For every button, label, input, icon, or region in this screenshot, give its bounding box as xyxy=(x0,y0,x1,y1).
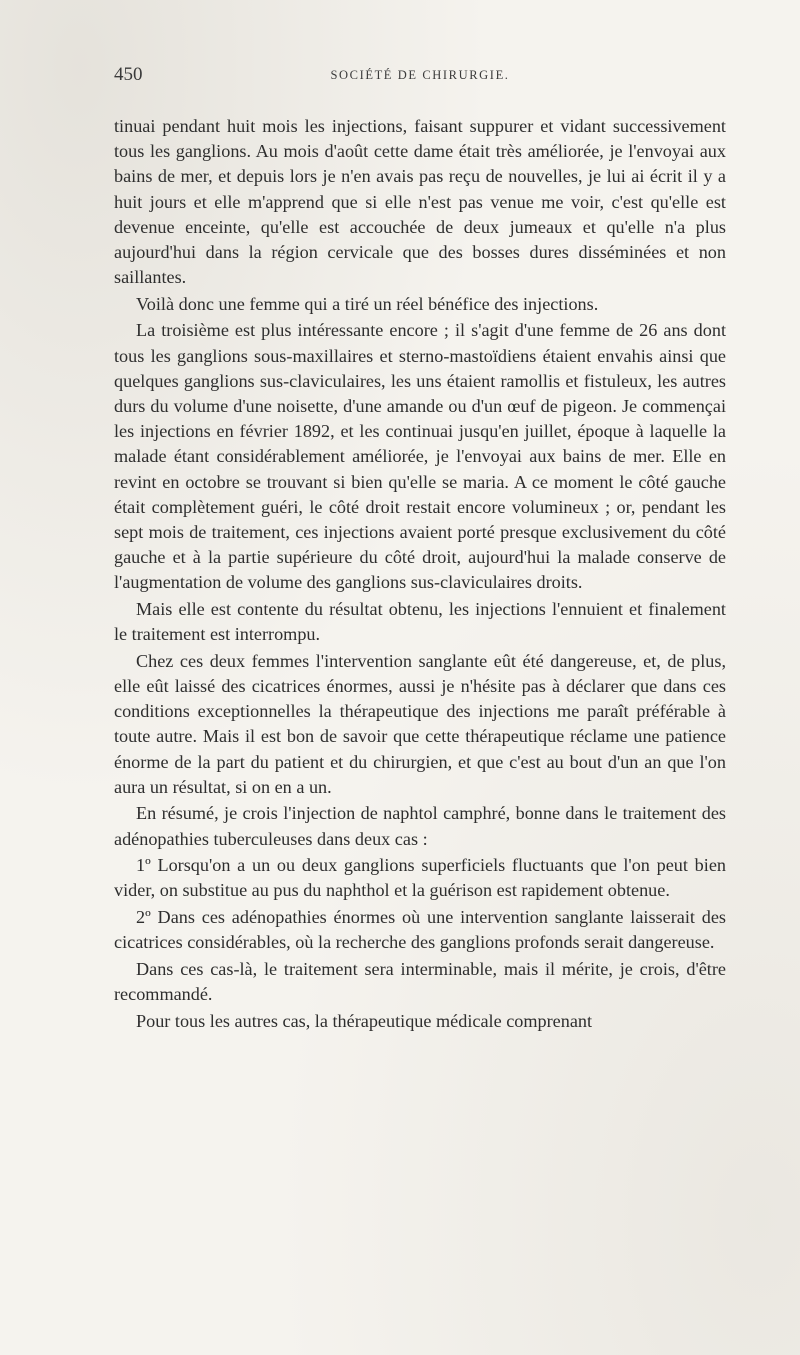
list-item-2: 2º Dans ces adénopathies énormes où une intervention sanglante laisserait des cicatrices considérables, où la recherche des ganglions profonds serait dangereuse. xyxy=(114,907,726,953)
paragraph: La troisième est plus intéressante encore ; il s'agit d'une femme de 26 ans dont tous les ganglions sous-maxillaires et sterno-mastoïdiens étaient envahis ainsi que quelques ganglions sus-claviculaires, les uns étaient ramollis et fistuleux, les autres durs du volume d'une noisette, d'une amande ou d'un œuf de pigeon. Je commençai les injections en février 1892, et les continuai jusqu'en juillet, époque à laquelle la malade étant considérablement améliorée, je l'envoyai aux bains de mer. Elle en revint en octobre se trouvant si bien qu'elle se maria. A ce moment le côté gauche était complètement guéri, le côté droit restait encore volumineux ; or, pendant les sept mois de traitement, ces injections avaient porté presque exclusivement du côté gauche et à la partie supérieure du côté droit, aujourd'hui la malade conserve de l'augmentation de volume des ganglions sus-claviculaires droits. xyxy=(114,320,726,593)
paragraph: Pour tous les autres cas, la thérapeutique médicale comprenant xyxy=(136,1010,593,1031)
body-text xyxy=(114,114,726,1035)
paragraph: Chez ces deux femmes l'intervention sanglante eût été dangereuse, et, de plus, elle eût laissé des cicatrices énormes, aussi je n'hésite pas à déclarer que dans ces conditions exceptionnelles la thérapeutique des injections me paraît préférable à toute autre. Mais il est bon de savoir que cette thérapeutique réclame une patience énorme de la part du patient et du chirurgien, et que c'est au bout d'un an que l'on aura un résultat, si on en a un. xyxy=(114,650,726,797)
running-head: SOCIÉTÉ DE CHIRURGIE. xyxy=(330,68,510,82)
paragraph: En résumé, je crois l'injection de naphtol camphré, bonne dans le traitement des adénopathies tuberculeuses dans deux cas : xyxy=(114,803,726,849)
list-item-1: 1º Lorsqu'on a un ou deux ganglions superficiels fluctuants que l'on peut bien vider, on substitue au pus du naphthol et la guérison est rapidement obtenue. xyxy=(114,855,726,901)
paragraph-continued: tinuai pendant huit mois les injections, faisant suppurer et vidant successivement tous les ganglions. Au mois d'août cette dame était très améliorée, je l'envoyai aux bains de mer, et depuis lors je n'en avais pas reçu de nouvelles, je lui ai écrit il y a huit jours et elle m'apprend que si elle n'est pas venue me voir, c'est qu'elle est devenue enceinte, qu'elle est accouchée de deux jumeaux et qu'elle n'a plus aujourd'hui dans la région cervicale que des bosses dures disséminées et non saillantes. xyxy=(114,116,726,288)
page-header xyxy=(114,64,726,90)
page-number: 450 xyxy=(114,64,143,85)
paragraph: Dans ces cas-là, le traitement sera interminable, mais il mérite, je crois, d'être recommandé. xyxy=(114,958,726,1005)
paragraph: Mais elle est contente du résultat obtenu, les injections l'ennuient et finalement le traitement est interrompu. xyxy=(114,599,726,645)
paragraph: Voilà donc une femme qui a tiré un réel bénéfice des injections. xyxy=(136,293,599,314)
